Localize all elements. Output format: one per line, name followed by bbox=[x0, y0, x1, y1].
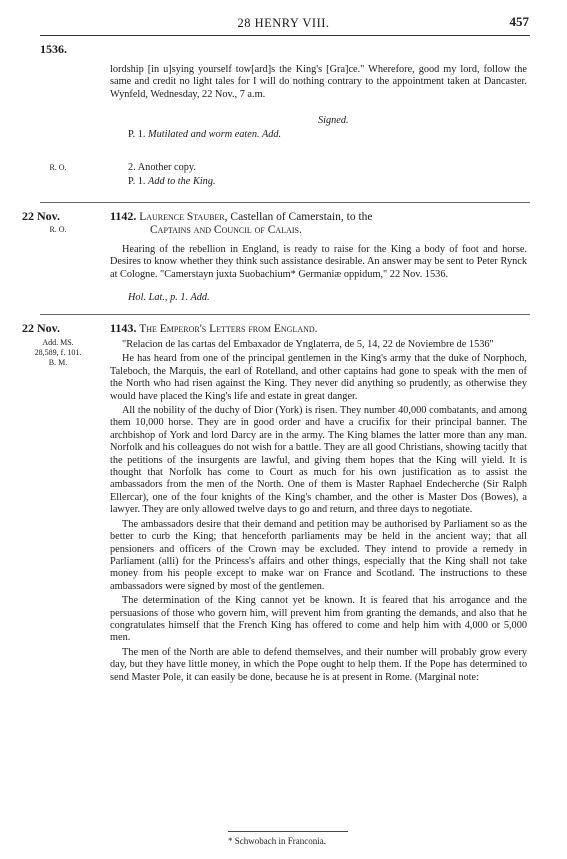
description-prefix: Hol. bbox=[128, 292, 147, 303]
description-note: Lat., p. 1. Add. bbox=[148, 292, 210, 303]
entry-date: 22 Nov. bbox=[22, 321, 61, 335]
entry-addressee: Captains and Council of Calais. bbox=[150, 224, 302, 236]
entry-separator bbox=[40, 314, 530, 315]
continuation-text: lordship [in u]sying yourself tow[ard]s the King's [Gra]ce." Wherefore, good my lord, follow the same and credit no light tales for I will do nothing contrary to the appointment taken at Dancaster. Wynfeld, Wednesday, 22 Nov., 7 a.m. bbox=[110, 64, 527, 100]
description-prefix: P. 1. bbox=[128, 176, 146, 187]
footnote-rule bbox=[228, 831, 348, 832]
paragraph: He has heard from one of the principal gentlemen in the King's army that the duke of Norphoch, Taleboch, the Marquis, the earl of Rotelland, and other captains had gone to speak with the men of the North who had risen against the King. They never did anything so prudently, as otherwise they would have placed the King's life and estate in great danger. bbox=[110, 353, 527, 402]
paragraph: The determination of the King cannot yet be known. It is feared that his arrogance and the persuasions of those who govern him, will prevent him from granting the demands, and also that he congratulates himself that the French King has offered to come and help him with 4,000 or 5,000 men. bbox=[110, 595, 527, 644]
year-marker: 1536. bbox=[40, 42, 67, 56]
margin-source: R. O. bbox=[49, 225, 67, 234]
running-head: 28 HENRY VIII. bbox=[237, 16, 330, 30]
header-rule bbox=[40, 35, 530, 36]
description-note: Add to the King. bbox=[148, 176, 216, 187]
margin-repository: B. M. bbox=[48, 358, 68, 367]
description-note: Mutilated and worm eaten. Add. bbox=[148, 129, 282, 140]
copy-line: 2. Another copy. bbox=[128, 162, 196, 173]
paragraph: All the nobility of the duchy of Dior (York) is risen. They number 40,000 combatants, and among them 10,000 horse. They are in good order and have a crucifix for their principal banner. The archbishop of York and lord Darcy are in the army. The King blames the latter more than any man. Norfolk and his colleagues do not wish for a battle. They are all good Christians, showing tacitly that the petitions of the insurgents are lawful, and giving them hopes that the King will yield. It is thought that Norfolk has come to Court as much for his own justification as to assist the ambassadors from the men of the North. One of them is Master Raphael Endecherche (Sir Ralph Ellercar), one of the four knights of the King's chamber, and the other is Master Dos (Bowes), a lawyer. They are only allowed twelve days to go and return, and three days to negotiate. bbox=[110, 405, 527, 516]
margin-source: R. O. bbox=[49, 163, 67, 172]
entry-title-line2 bbox=[150, 224, 567, 238]
copy-description bbox=[128, 176, 545, 188]
entry-body bbox=[110, 339, 527, 686]
entry-separator bbox=[40, 202, 530, 203]
entry-number: 1142. bbox=[110, 209, 137, 223]
entry-title bbox=[110, 210, 527, 225]
footnote: * Schwobach in Franconia. bbox=[228, 836, 326, 846]
description-prefix: P. 1. bbox=[128, 129, 146, 140]
entry-abstract: Hearing of the rebellion in England, is ready to raise for the King a body of foot and horse. Desires to know whether they think such assistance desirable. An answer may be sent to Peter Rynck at Cologne. "Camerstayn juxta Suobachium* Germaniæ oppidum," 22 Nov. 1536. bbox=[110, 244, 527, 280]
page-number: 457 bbox=[509, 14, 529, 29]
margin-folio: 28,589, f. 101. bbox=[34, 348, 82, 357]
entry-number: 1143. bbox=[110, 321, 137, 335]
paragraph: The men of the North are able to defend themselves, and their number will probably grow every day, but they have little money, in which the Pope ought to help them. If the Pope has determined to send Master Pole, it can easily be done, because he is at present in Rome. (Marginal note: bbox=[110, 646, 527, 683]
signed-label: Signed. bbox=[318, 115, 349, 126]
continuation-description bbox=[128, 129, 545, 141]
signed-note bbox=[318, 115, 438, 127]
entry-description bbox=[128, 292, 545, 304]
entry-title bbox=[110, 322, 527, 337]
entry-date: 22 Nov. bbox=[22, 209, 61, 223]
entry-title-text: The Emperor's Letters from England. bbox=[139, 323, 318, 335]
entry-author: Laurence Stauber bbox=[139, 211, 225, 223]
paragraph: "Relacion de las cartas del Embaxador de Ynglaterra, de 5, 14, 22 de Noviembre de 1536" bbox=[122, 339, 494, 350]
margin-source: Add. MS. bbox=[42, 338, 74, 347]
entry-title-rest: , Castellan of Camerstain, to the bbox=[224, 211, 373, 223]
paragraph: The ambassadors desire that their demand and petition may be authorised by Parliament so as the better to curb the King; that henceforth parliaments may be held in the ancient way; that all pensioners and officers of the Crown may be excluded. They intend to provide a remedy in Parliament (alli) for the Princess's affairs and other things, especially that the King shall not take money from his people except to make war on France and Scotland. The instructions to these ambassadors were signed by most of the gentlemen. bbox=[110, 518, 527, 592]
